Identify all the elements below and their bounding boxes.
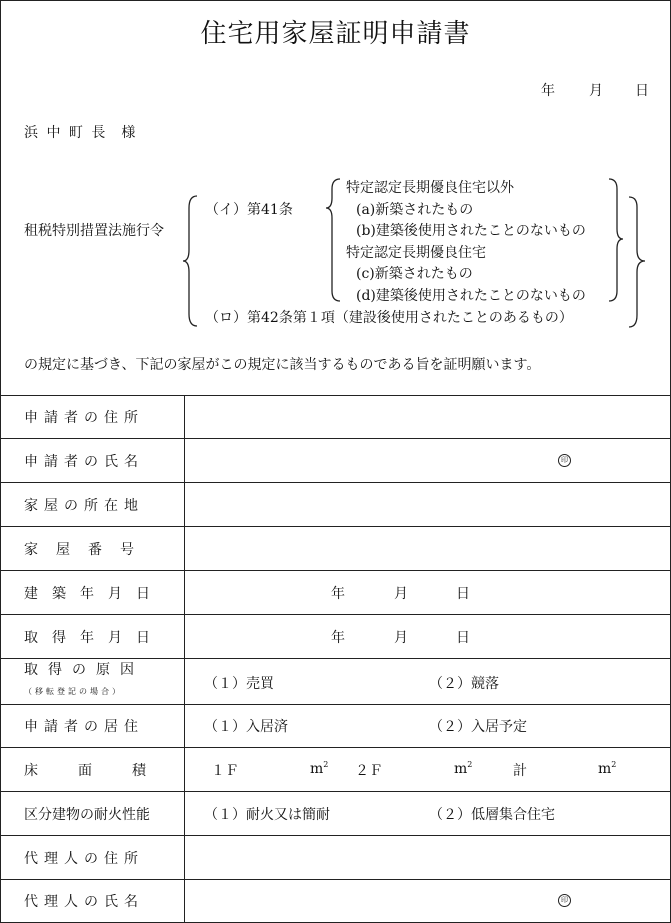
construction-month: 月 — [394, 586, 408, 602]
construction-year: 年 — [331, 586, 345, 602]
acquisition-cause-label: 取得の原因 — [24, 662, 144, 678]
agent-seal-mark: 印 — [558, 894, 571, 907]
house-number-label: 家屋番号 — [24, 542, 152, 558]
acquisition-year: 年 — [331, 630, 345, 646]
residence-option-planned: （２）入居予定 — [429, 719, 527, 735]
floor-area-label: 床面積 — [24, 763, 186, 779]
floor1-label: １Ｆ — [211, 763, 239, 779]
law-name: 租税特別措置法施行令 — [24, 223, 164, 239]
form-title: 住宅用家屋証明申請書 — [200, 19, 471, 49]
total-label: 計 — [513, 763, 527, 779]
acquisition-cause-note: （移転登記の場合） — [24, 687, 123, 696]
group1-title: 特定認定長期優良住宅以外 — [346, 180, 514, 196]
cause-option-sale: （１）売買 — [204, 676, 274, 692]
floor2-unit: $m^2$ — [454, 760, 473, 777]
right-brace — [605, 177, 649, 329]
item-b: (b)建築後使用されたことのないもの — [356, 223, 586, 239]
construction-date-label: 建築年月日 — [24, 586, 164, 602]
law-item-ro: （ロ）第42条第１項（建設後使用されたことのあるもの） — [205, 310, 573, 326]
addressee — [24, 122, 137, 142]
agent-address-label: 代理人の住所 — [24, 851, 144, 867]
fire-option-fireproof: （１）耐火又は簡耐 — [204, 807, 330, 823]
acquisition-month: 月 — [394, 630, 408, 646]
column-divider — [184, 395, 185, 922]
floor1-unit: $m^2$ — [310, 760, 329, 777]
applicant-address-label: 申請者の住所 — [24, 410, 144, 426]
item-c: (c)新築されたもの — [356, 266, 473, 282]
addressee-honorific: 様 — [121, 125, 138, 141]
fire-resistance-label: 区分建物の耐火性能 — [24, 807, 150, 823]
total-unit: $m^2$ — [598, 760, 617, 777]
cause-option-auction: （２）競落 — [429, 676, 499, 692]
law-item-i: （イ）第41条 — [205, 202, 293, 218]
acquisition-day: 日 — [456, 630, 470, 646]
item-d: (d)建築後使用されたことのないもの — [356, 288, 586, 304]
agent-name-label: 代理人の氏名 — [24, 894, 144, 910]
addressee-name: 浜 中 町 長 — [24, 125, 108, 141]
floor2-label: ２Ｆ — [355, 763, 383, 779]
construction-day: 日 — [456, 586, 470, 602]
declaration-text: の規定に基づき、下記の家屋がこの規定に該当するものである旨を証明願います。 — [24, 357, 541, 373]
group2-title: 特定認定長期優良住宅 — [346, 245, 486, 261]
house-location-label: 家屋の所在地 — [24, 498, 144, 514]
acquisition-date-label: 取得年月日 — [24, 630, 164, 646]
date-day-label: 日 — [635, 83, 649, 99]
applicant-seal-mark: 印 — [558, 454, 571, 467]
article41-brace — [324, 177, 344, 303]
date-month-label: 月 — [589, 83, 603, 99]
fire-option-low-rise: （２）低層集合住宅 — [429, 807, 555, 823]
applicant-name-label: 申請者の氏名 — [24, 454, 144, 470]
law-left-brace — [181, 194, 201, 328]
item-a: (a)新築されたもの — [356, 202, 474, 218]
residence-option-moved-in: （１）入居済 — [204, 719, 288, 735]
date-year-label: 年 — [541, 83, 555, 99]
residence-label: 申請者の居住 — [24, 719, 144, 735]
